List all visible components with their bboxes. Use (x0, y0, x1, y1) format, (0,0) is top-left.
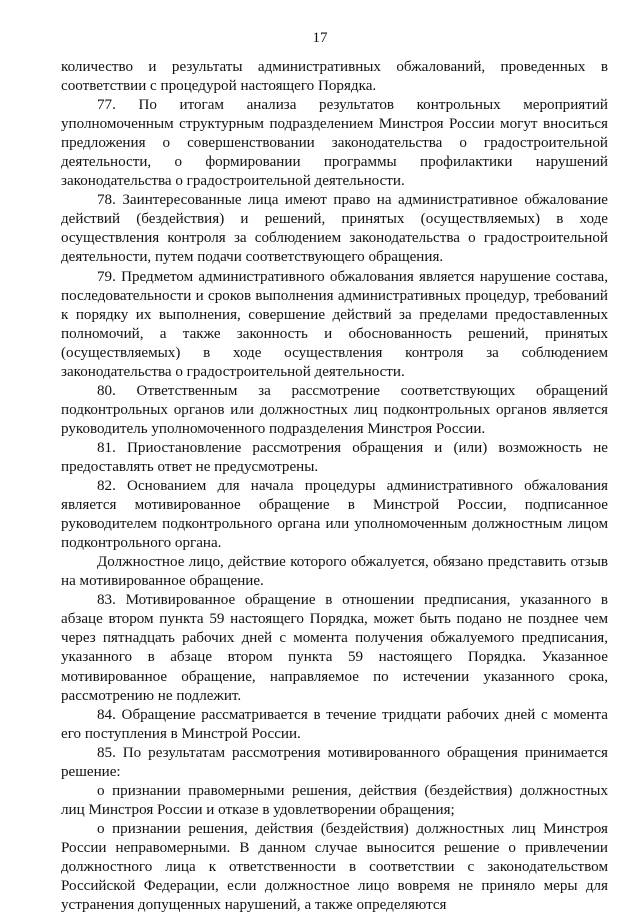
page-number: 17 (312, 30, 328, 46)
paragraph-82-note: Должностное лицо, действие которого обжалуется, обязано представить отзыв на мотивированное обращение. (61, 554, 608, 590)
paragraph-85-option-1: о признании правомерными решения, действия (бездействия) должностных лиц Минстроя России и отказе в удовлетворении обращения; (61, 782, 608, 818)
paragraph-85: 85. По результатам рассмотрения мотивированного обращения принимается решение: (61, 744, 608, 780)
paragraph-77: 77. По итогам анализа результатов контрольных мероприятий уполномоченным структурным подразделением Минстроя России могут вноситься предложения о совершенствовании законодательства о градостроительной деятельности, о формировании программы профилактики нарушений законодательства о градостроительной деятельности. (61, 97, 608, 190)
paragraph-83: 83. Мотивированное обращение в отношении предписания, указанного в абзаце втором пункта 59 настоящего Порядка, может быть подано не позднее чем через пятнадцать рабочих дней с момента получения обжалуемого предписания, указанного в абзаце втором пункта 59 настоящего Порядка. Указанное мотивированное обращение, направляемое по истечении указанного срока, рассмотрению не подлежит. (61, 592, 608, 704)
paragraph-80: 80. Ответственным за рассмотрение соответствующих обращений подконтрольных органов или должностных лиц подконтрольных органов является руководитель уполномоченного подразделения Минстроя России. (61, 382, 608, 437)
paragraph-79: 79. Предметом административного обжалования является нарушение состава, последовательности и сроков выполнения административных процедур, требований к порядку их выполнения, совершение действий за пределами предоставленных полномочий, а также законность и обоснованность решений, принятых (осуществляемых) в ходе осуществления контроля за соблюдением законодательства о градостроительной деятельности. (61, 268, 608, 380)
paragraph-82: 82. Основанием для начала процедуры административного обжалования является мотивированное обращение в Минстрой России, подписанное руководителем подконтрольного органа или уполномоченным должностным лицом подконтрольного органа. (61, 478, 608, 552)
paragraph: количество и результаты административных обжалований, проведенных в соответствии с процедурой настоящего Порядка. (61, 59, 608, 95)
document-body (61, 58, 608, 915)
paragraph-81: 81. Приостановление рассмотрения обращения и (или) возможность не предоставлять ответ не предусмотрены. (61, 439, 608, 475)
paragraph-84: 84. Обращение рассматривается в течение тридцати рабочих дней с момента его поступления в Минстрой России. (61, 706, 608, 742)
paragraph-85-option-2: о признании решения, действия (бездействия) должностных лиц Минстроя России неправомерными. В данном случае выносится решение о привлечении должностного лица к ответственности в соответствии с законодательством Российской Федерации, если должностное лицо вовремя не приняло меры для устранения допущенных нарушений, а также определяются (61, 820, 608, 914)
paragraph-78: 78. Заинтересованные лица имеют право на административное обжалование действий (бездействия) и решений, принятых (осуществляемых) в ходе осуществления контроля за соблюдением законодательства о градостроительной деятельности, путем подачи соответствующего обращения. (61, 192, 608, 266)
